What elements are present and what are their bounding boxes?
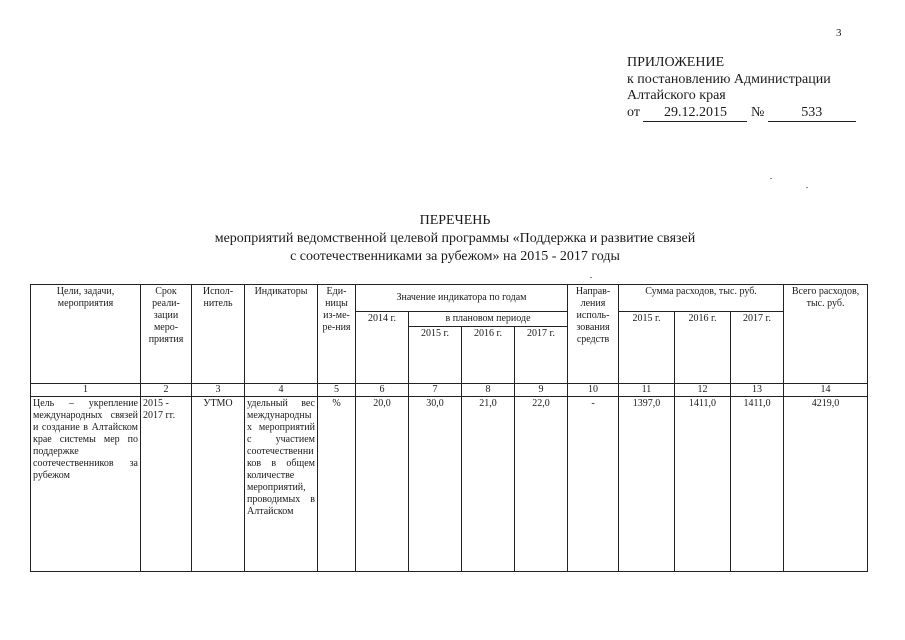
- column-number: 6: [356, 384, 409, 397]
- header-term: Срок реали-зации меро-приятия: [141, 285, 192, 384]
- row-indicator: удельный вес международных мероприятий с участием соотечественников в общем количестве мероприятий, проводимых в Алтайском: [245, 397, 318, 572]
- header-indicators: Индикаторы: [245, 285, 318, 384]
- column-number: 13: [731, 384, 784, 397]
- header-exp-2016: 2016 г.: [675, 312, 731, 384]
- measures-table: [30, 284, 868, 572]
- appendix-block: [627, 55, 856, 122]
- date-prefix: от: [627, 104, 640, 120]
- column-number: 5: [318, 384, 356, 397]
- resolution-date: 29.12.2015: [643, 105, 747, 123]
- header-year-2014: 2014 г.: [356, 312, 409, 384]
- header-total: Всего расходов, тыс. руб.: [784, 285, 868, 384]
- row-unit: %: [318, 397, 356, 572]
- page-number: 3: [836, 27, 842, 39]
- appendix-date-line: [627, 105, 856, 123]
- header-plan-2017: 2017 г.: [515, 327, 568, 384]
- title-subline: с соотечественниками за рубежом» на 2015 - 2017 годы: [290, 249, 620, 264]
- header-executor: Испол-нитель: [192, 285, 245, 384]
- row-value-2017: 22,0: [515, 397, 568, 572]
- column-number: 8: [462, 384, 515, 397]
- header-plan-2015: 2015 г.: [409, 327, 462, 384]
- scan-speck: [590, 277, 592, 278]
- title-heading: ПЕРЕЧЕНЬ: [419, 213, 491, 228]
- column-number: 10: [568, 384, 619, 397]
- header-goals: Цели, задачи, мероприятия: [31, 285, 141, 384]
- column-number: 2: [141, 384, 192, 397]
- row-value-2016: 21,0: [462, 397, 515, 572]
- row-expense-2016: 1411,0: [675, 397, 731, 572]
- header-units: Еди-ницы из-ме-ре-ния: [318, 285, 356, 384]
- row-direction: -: [568, 397, 619, 572]
- column-number: 4: [245, 384, 318, 397]
- header-expenses: Сумма расходов, тыс. руб.: [619, 285, 784, 312]
- title-subline: мероприятий ведомственной целевой программы «Поддержка и развитие связей: [214, 231, 696, 246]
- appendix-line: к постановлению Администрации: [627, 71, 831, 87]
- header-plan-2016: 2016 г.: [462, 327, 515, 384]
- column-number: 9: [515, 384, 568, 397]
- number-label: №: [750, 104, 765, 120]
- row-value-2014: 20,0: [356, 397, 409, 572]
- row-executor: УТМО: [192, 397, 245, 572]
- row-expense-2015: 1397,0: [619, 397, 675, 572]
- row-term: 2015 - 2017 гг.: [141, 397, 192, 572]
- row-goal: Цель – укрепление международных связей и создание в Алтайском крае системы мер по поддержке соотечественников за рубежом: [31, 397, 141, 572]
- row-total: 4219,0: [784, 397, 868, 572]
- header-indicator-value: Значение индикатора по годам: [356, 285, 568, 312]
- appendix-title: ПРИЛОЖЕНИЕ: [627, 55, 725, 70]
- document-title: [150, 212, 760, 266]
- column-number: 12: [675, 384, 731, 397]
- row-value-2015: 30,0: [409, 397, 462, 572]
- header-exp-2015: 2015 г.: [619, 312, 675, 384]
- header-directions: Направ-ления исполь-зования средств: [568, 285, 619, 384]
- column-number: 3: [192, 384, 245, 397]
- column-number: 7: [409, 384, 462, 397]
- resolution-number: 533: [768, 105, 856, 123]
- header-exp-2017: 2017 г.: [731, 312, 784, 384]
- scan-speck: [806, 187, 808, 188]
- header-plan-period: в плановом периоде: [409, 312, 568, 327]
- column-number: 14: [784, 384, 868, 397]
- column-number: 1: [31, 384, 141, 397]
- appendix-line: Алтайского края: [627, 88, 726, 103]
- column-number: 11: [619, 384, 675, 397]
- row-expense-2017: 1411,0: [731, 397, 784, 572]
- scan-speck: [770, 178, 772, 179]
